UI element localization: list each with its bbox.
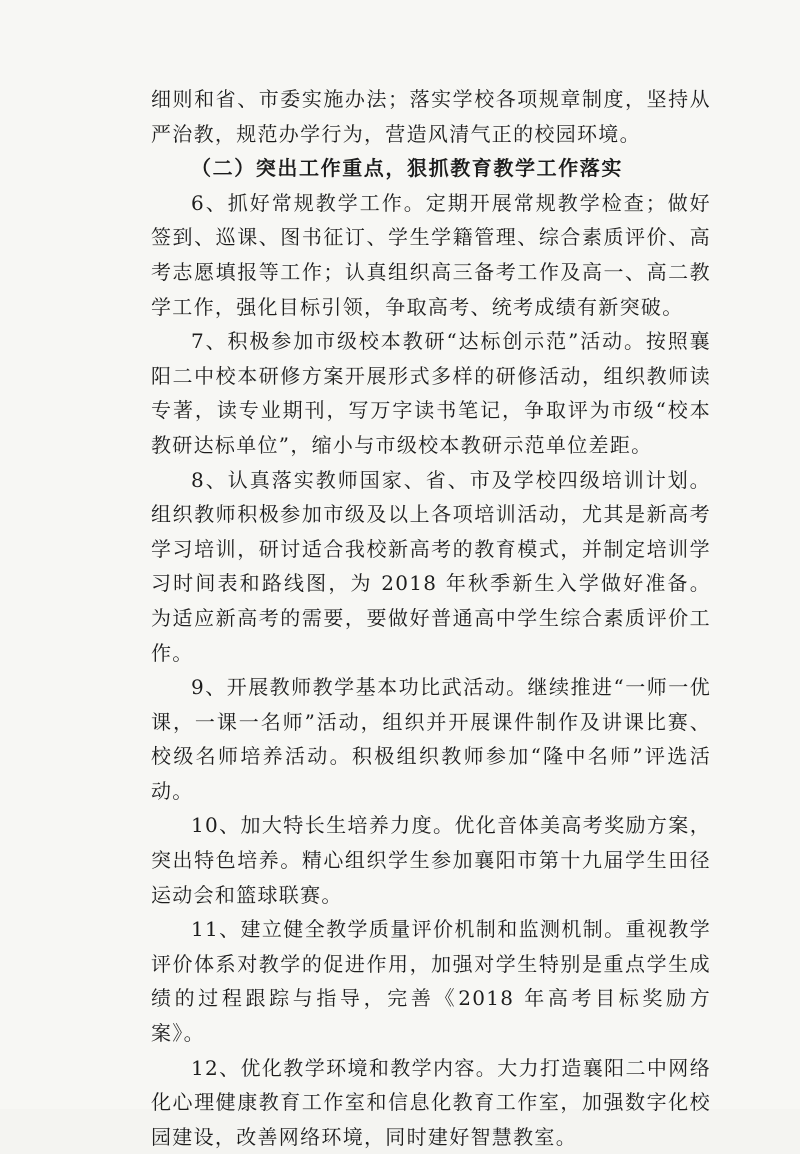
paragraph-item-7: 7、积极参加市级校本教研“达标创示范”活动。按照襄阳二中校本研修方案开展形式多样的研修活动，组织教师读专著，读专业期刊，写万字读书笔记，争取评为市级“校本教研达标单位”，缩小与市级校本教研示范单位差距。 [151,329,711,457]
section-heading: （二）突出工作重点，狠抓教育教学工作落实 [191,156,623,181]
paragraph-item-11: 11、建立健全教学质量评价机制和监测机制。重视教学评价体系对教学的促进作用，加强对学生特别是重点学生成绩的过程跟踪与指导，完善《2018 年高考目标奖励方案》。 [151,917,711,1046]
paragraph-item-12: 12、优化教学环境和教学内容。大力打造襄阳二中网络化心理健康教育工作室和信息化教育工作室，加强数字化校园建设，改善网络环境，同时建好智慧教室。 [151,1055,711,1149]
paragraph-item-8: 8、认真落实教师国家、省、市及学校四级培训计划。组织教师积极参加市级及以上各项培训活动，尤其是新高考学习培训，研讨适合我校新高考的教育模式，并制定培训学习时间表和路线图，为 2018 年秋季新生入学做好准备。为适应新高考的需要，要做好普通高中学生综合素质评价工作。 [151,467,711,665]
paragraph-item-9: 9、开展教师教学基本功比武活动。继续推进“一师一优课，一课一名师”活动，组织并开展课件制作及讲课比赛、校级名师培养活动。积极组织教师参加“隆中名师”评选活动。 [151,675,711,803]
document-body [151,82,711,1154]
paragraph-item-10: 10、加大特长生培养力度。优化音体美高考奖励方案，突出特色培养。精心组织学生参加襄阳市第十九届学生田径运动会和篮球联赛。 [151,813,711,907]
paragraph-continuation: 细则和省、市委实施办法；落实学校各项规章制度，坚持从严治教，规范办学行为，营造风清气正的校园环境。 [151,87,711,146]
paragraph-item-6: 6、抓好常规教学工作。定期开展常规教学检查；做好签到、巡课、图书征订、学生学籍管理、综合素质评价、高考志愿填报等工作；认真组织高三备考工作及高一、高二教学工作，强化目标引领，争取高考、统考成绩有新突破。 [151,190,711,319]
